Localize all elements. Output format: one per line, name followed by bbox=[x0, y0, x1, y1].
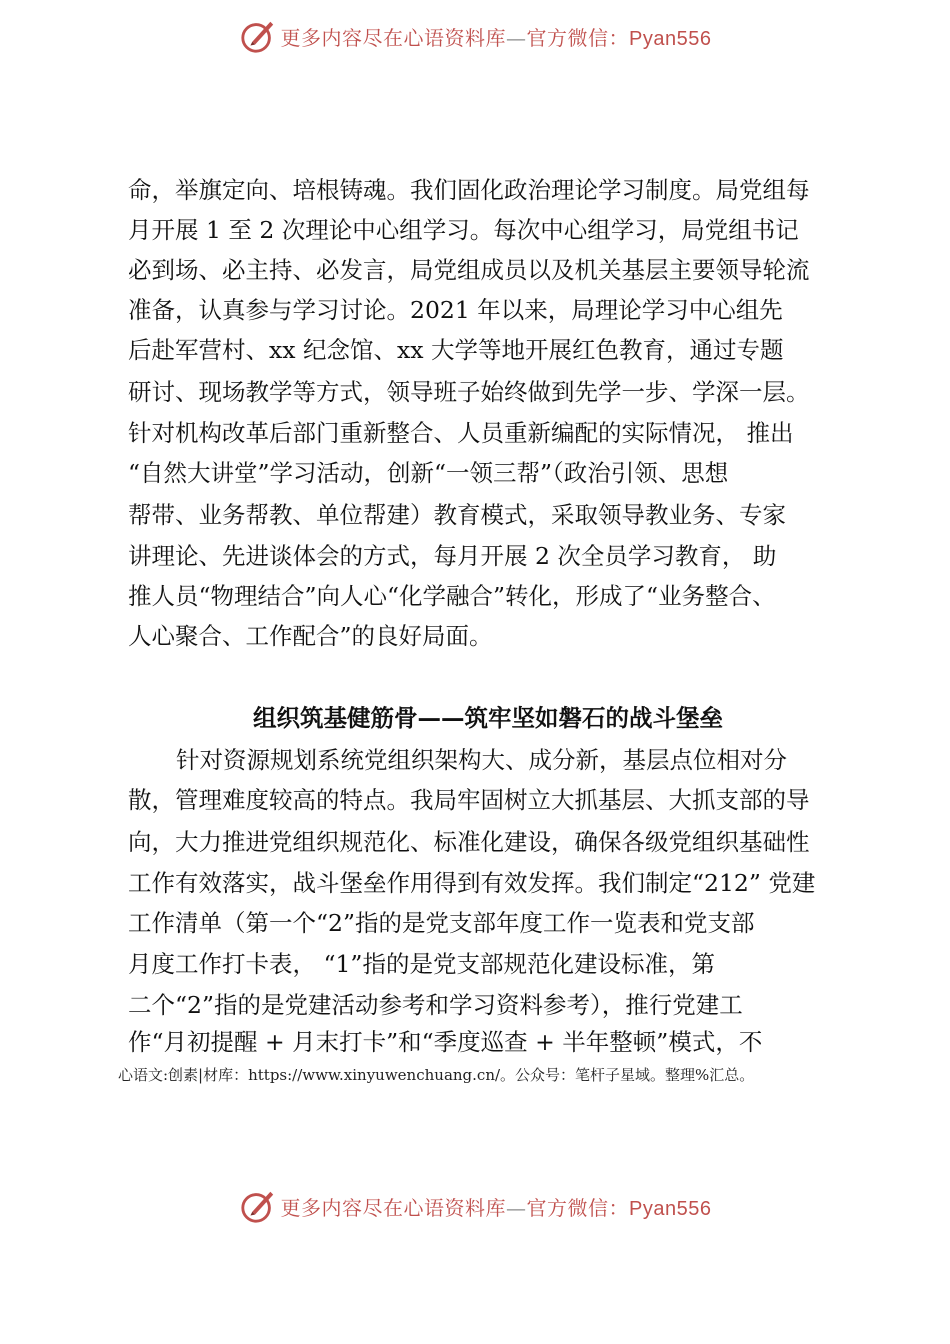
paragraph-line: 后赴军营村、xx 纪念馆、xx 大学等地开展红色教育，通过专题 bbox=[128, 336, 784, 364]
paragraph-line: 二个“2”指的是党建活动参考和学习资料参考），推行党建工 bbox=[128, 991, 743, 1019]
paragraph-line: “自然大讲堂”学习活动，创新“一领三帮”（政治引领、思想 bbox=[128, 459, 729, 487]
paragraph-line: 命，举旗定向、培根铸魂。我们固化政治理论学习制度。局党组每 bbox=[128, 176, 810, 204]
section-heading: 组织筑基健筋骨——筑牢坚如磐石的战斗堡垒 bbox=[253, 704, 723, 732]
pen-logo-icon bbox=[239, 17, 277, 55]
paragraph-line: 向，大力推进党组织规范化、标准化建设，确保各级党组织基础性 bbox=[128, 828, 810, 856]
banner-wechat-label: 官方微信： bbox=[526, 25, 630, 50]
banner-wechat-id: Pyan556 bbox=[629, 27, 712, 50]
paragraph-line: 研讨、现场教学等方式，领导班子始终做到先学一步、学深一层。 bbox=[128, 378, 810, 406]
paragraph-line: 工作清单（第一个“2”指的是党支部年度工作一览表和党支部 bbox=[128, 909, 755, 937]
paragraph-line: 帮带、业务帮教、单位帮建）教育模式，采取领导教业务、专家 bbox=[128, 501, 786, 529]
paragraph-line: 推人员“物理结合”向人心“化学融合”转化，形成了“业务整合、 bbox=[128, 582, 776, 610]
paragraph-line: 人心聚合、工作配合”的良好局面。 bbox=[128, 622, 493, 650]
source-note: 心语文:创素|材库：https://www.xinyuwenchuang.cn/。公众号：笔杆子星域。整理%汇总。 bbox=[118, 1066, 755, 1084]
banner-wechat-label: 官方微信： bbox=[526, 1195, 630, 1220]
paragraph-line: 针对资源规划系统党组织架构大、成分新，基层点位相对分 bbox=[176, 746, 787, 774]
paragraph-line: 月开展 1 至 2 次理论中心组学习。每次中心组学习，局党组书记 bbox=[128, 216, 799, 244]
banner-separator: — bbox=[506, 25, 527, 50]
pen-logo-icon bbox=[239, 1187, 277, 1225]
paragraph-line: 月度工作打卡表， “1”指的是党支部规范化建设标准，第 bbox=[128, 950, 715, 978]
banner-wechat-id: Pyan556 bbox=[629, 1197, 712, 1220]
banner-separator: — bbox=[506, 1195, 527, 1220]
banner-title: 更多内容尽在心语资料库 bbox=[280, 25, 507, 50]
footer-banner bbox=[0, 1184, 950, 1228]
paragraph-line: 针对机构改革后部门重新整合、人员重新编配的实际情况， 推出 bbox=[128, 419, 794, 447]
header-banner bbox=[0, 14, 950, 58]
banner-title: 更多内容尽在心语资料库 bbox=[280, 1195, 507, 1220]
paragraph-line: 工作有效落实，战斗堡垒作用得到有效发挥。我们制定“212” 党建 bbox=[128, 869, 816, 897]
paragraph-line: 作“月初提醒 + 月末打卡”和“季度巡查 + 半年整顿”模式，不 bbox=[128, 1028, 763, 1056]
paragraph-line: 准备，认真参与学习讨论。2021 年以来，局理论学习中心组先 bbox=[128, 296, 783, 324]
paragraph-line: 散，管理难度较高的特点。我局牢固树立大抓基层、大抓支部的导 bbox=[128, 786, 810, 814]
paragraph-line: 讲理论、先进谈体会的方式，每月开展 2 次全员学习教育， 助 bbox=[128, 542, 777, 570]
paragraph-line: 必到场、必主持、必发言，局党组成员以及机关基层主要领导轮流 bbox=[128, 256, 810, 284]
